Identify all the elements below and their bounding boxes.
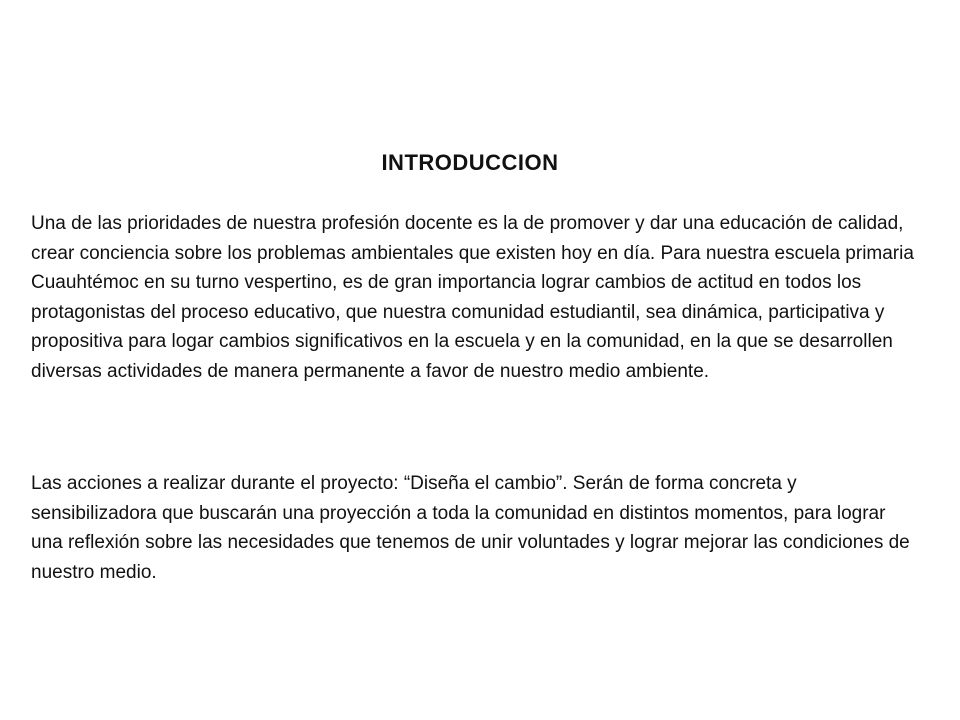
actions-paragraph: Las acciones a realizar durante el proyecto: “Diseña el cambio”. Serán de forma concreta y sensibilizadora que buscarán una proyección a toda la comunidad en distintos momentos, para lograr una reflexión sobre las necesidades que tenemos de unir voluntades y lograr mejorar las condiciones de nuestro medio.: [31, 473, 910, 583]
intro-paragraph: Una de las prioridades de nuestra profesión docente es la de promover y dar una educación de calidad, crear conciencia sobre los problemas ambientales que existen hoy en día. Para nuestra escuela primaria Cuauhtémoc en su turno vespertino, es de gran importancia lograr cambios de actitud en todos los protagonistas del proceso educativo, que nuestra comunidad estudiantil, sea dinámica, participativa y propositiva para logar cambios significativos en la escuela y en la comunidad, en la que se desarrollen diversas actividades de manera permanente a favor de nuestro medio ambiente.: [31, 213, 914, 382]
document-title: INTRODUCCION: [381, 150, 559, 175]
